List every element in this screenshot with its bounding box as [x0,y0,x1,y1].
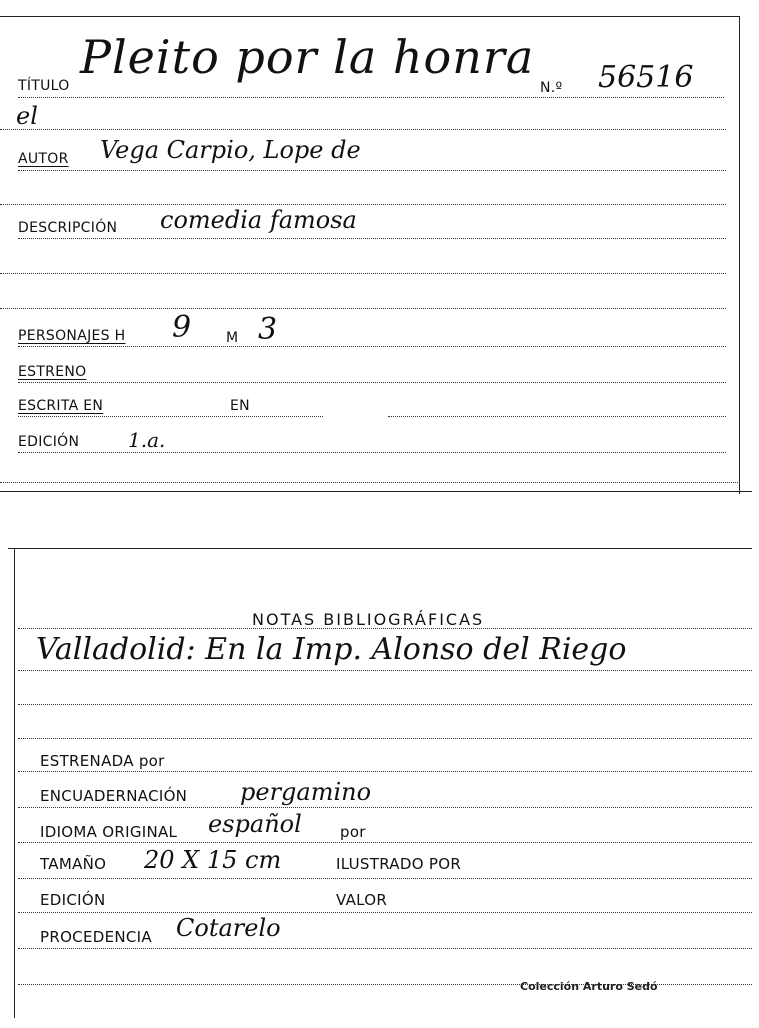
valor-label: VALOR [336,891,388,909]
ruled-line [18,842,752,843]
ruled-line [18,416,323,417]
titulo-label: TÍTULO [18,78,70,94]
ruled-line [18,948,752,949]
ruled-line [18,452,726,453]
card-top-border [0,16,740,17]
tamano-value: 20 X 15 cm [144,846,282,874]
collection-footer: Colección Arturo Sedó [520,980,658,993]
personajes-label: PERSONAJES H [18,328,126,344]
edicion-label: EDICIÓN [40,891,106,909]
estreno-label: ESTRENO [18,364,87,380]
autor-label: AUTOR [18,151,69,167]
ruled-line [18,670,752,671]
ruled-line [0,129,726,130]
card-left-border [14,548,15,1018]
ruled-line [0,308,726,309]
encuadernacion-value: pergamino [240,778,372,806]
descripcion-label: DESCRIPCIÓN [18,220,118,236]
ruled-line [18,738,752,739]
ruled-line [18,382,726,383]
numero-label: N.º [540,80,563,96]
notas-value: Valladolid: En la Imp. Alonso del Riego [36,632,627,667]
catalog-card-top [0,0,759,500]
titulo-value: Pleito por la honra [80,30,535,84]
idioma-value: español [208,810,302,838]
tamano-label: TAMAÑO [40,855,107,873]
edicion-label: EDICIÓN [18,434,80,450]
ruled-line [18,97,724,98]
card-right-border [739,16,740,494]
ruled-line [18,170,726,171]
idioma-por-label: por [340,823,366,841]
ruled-line [18,771,752,772]
personajes-h-value: 9 [172,310,192,345]
idioma-label: IDIOMA ORIGINAL [40,823,178,841]
ruled-line [0,273,726,274]
edicion-value: 1.a. [128,428,166,452]
escrita-en-label: EN [230,398,250,414]
procedencia-value: Cotarelo [176,914,281,942]
procedencia-label: PROCEDENCIA [40,928,152,946]
card-bottom-dotted-line [0,482,740,483]
estrenada-label: ESTRENADA por [40,752,165,770]
numero-value: 56516 [598,60,694,95]
descripcion-value: comedia famosa [160,206,357,234]
encuadernacion-label: ENCUADERNACIÓN [40,787,188,805]
notas-heading: NOTAS BIBLIOGRÁFICAS [252,610,485,629]
ruled-line [18,807,752,808]
ruled-line [18,912,752,913]
ruled-line [18,346,726,347]
ruled-line [18,878,752,879]
personajes-m-value: 3 [258,312,278,347]
titulo-article-value: el [16,102,38,130]
autor-value: Vega Carpio, Lope de [100,136,361,164]
card-bottom-border [0,491,752,492]
escrita-label: ESCRITA EN [18,398,104,414]
catalog-card-bottom [0,540,759,1028]
ruled-line [18,238,726,239]
card-top-border [8,548,752,549]
ruled-line [388,416,726,417]
ilustrado-label: ILUSTRADO POR [336,855,462,873]
ruled-line [18,704,752,705]
personajes-m-label: M [226,330,239,346]
ruled-line [0,204,726,205]
